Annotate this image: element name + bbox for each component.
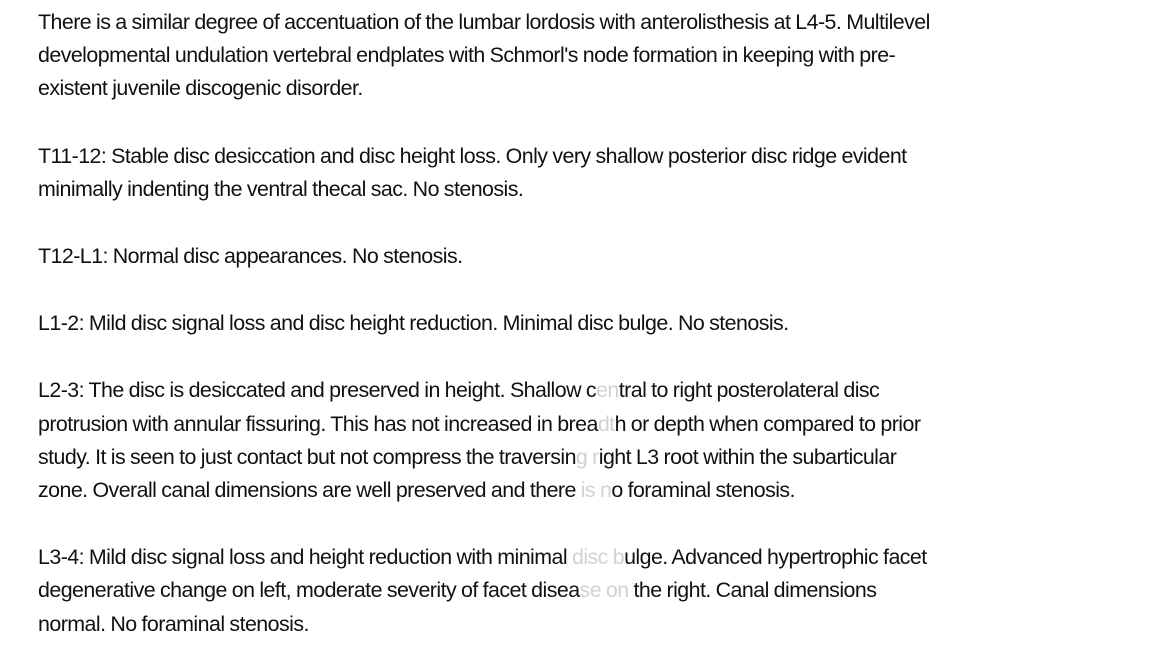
report-line: [38, 72, 1166, 105]
faded-text-segment: g r: [575, 444, 599, 469]
report-line: [38, 374, 1166, 407]
text-segment: L2-3: The disc is desiccated and preserved in height. Shallow c: [38, 378, 597, 403]
text-segment: existent juvenile discogenic disorder.: [38, 76, 363, 101]
text-segment: degenerative change on left, moderate severity of facet disea: [38, 578, 580, 603]
report-line: [38, 408, 1166, 441]
text-segment: L3-4: Mild disc signal loss and height reduction with minimal: [38, 545, 572, 570]
text-segment: study. It is seen to just contact but not compress the traversin: [38, 444, 576, 469]
report-line: [38, 240, 1166, 273]
text-segment: h or depth when compared to prior: [614, 411, 921, 436]
text-segment: bulge. No stenosis.: [618, 311, 789, 336]
report-line: [38, 140, 1166, 173]
report-line: [38, 307, 1166, 340]
text-segment: There is a similar degree of accentuation of the lumbar lordosis with anterolisthesis at L4-5. Multilevel: [38, 10, 930, 34]
text-segment: o foraminal stenosis.: [611, 478, 795, 503]
text-segment: ulge. Advanced hypertrophic facet: [624, 545, 927, 570]
text-segment: normal. No foraminal stenosis.: [38, 611, 309, 636]
text-segment: minimally indenting the ventral thecal sac. No stenosis.: [38, 176, 524, 201]
report-paragraph: [38, 374, 1166, 507]
report-paragraph: [38, 307, 1166, 340]
text-segment: ight L3 root within the subarticular: [598, 444, 897, 469]
report-paragraph: [38, 240, 1166, 273]
report-line: [38, 541, 1166, 574]
report-line: [38, 39, 1166, 72]
report-line: [38, 474, 1166, 507]
report-line: [38, 441, 1166, 474]
text-segment: T11-12: Stable disc desiccation and disc height loss. Only very shallow posterior disc ridge evident: [38, 143, 907, 168]
text-segment: protrusion with annular fissuring. This has not increased in brea: [38, 411, 598, 436]
text-segment: developmental undulation vertebral endplates with Schmorl's node formation in keeping with pre-: [38, 43, 896, 68]
report-line: [38, 173, 1166, 206]
text-segment: zone. Overall canal dimensions are well preserved and there: [38, 478, 581, 503]
report-document: [38, 6, 1166, 641]
text-segment: T12-L1: Normal disc appearances. No stenosis.: [38, 244, 463, 269]
faded-text-segment: dt: [597, 411, 615, 436]
report-line: [38, 6, 1166, 39]
faded-text-segment: se on: [579, 578, 629, 603]
report-paragraph: [38, 541, 1166, 641]
text-segment: the right. Canal dimensions: [628, 578, 877, 603]
report-line: [38, 574, 1166, 607]
faded-text-segment: is n: [580, 478, 612, 503]
faded-text-segment: en: [596, 378, 619, 403]
faded-text-segment: disc b: [571, 545, 625, 570]
report-paragraph: [38, 6, 1166, 106]
text-segment: L1-2: Mild disc signal loss and disc height reduction. Minimal disc: [38, 311, 614, 336]
text-segment: tral to right posterolateral disc: [618, 378, 880, 403]
report-paragraph: [38, 140, 1166, 206]
report-line: [38, 608, 1166, 641]
